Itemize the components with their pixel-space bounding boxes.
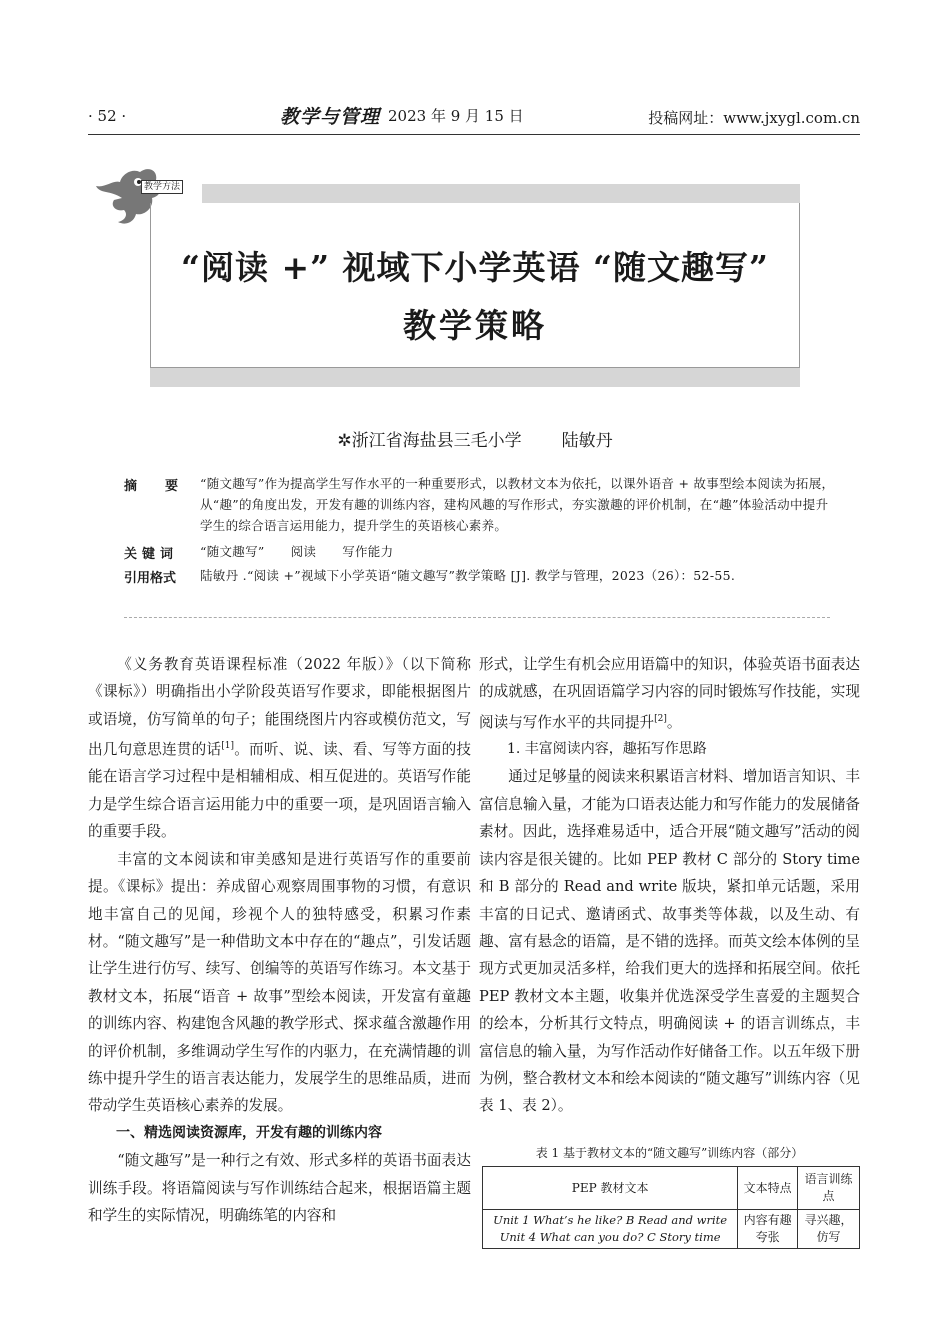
section-tag: 教学方法 [141, 180, 183, 194]
keyword: 阅读 [290, 544, 317, 559]
table-cell-texts [483, 1210, 738, 1249]
section-heading: 一、精选阅读资源库，开发有趣的训练内容 [116, 1124, 382, 1141]
submission-site: 投稿网址：www.jxygl.com.cn [648, 109, 860, 127]
table-cell-point: 寻兴趣，仿写 [798, 1210, 860, 1249]
citation-label: 引用格式 [124, 571, 177, 586]
subsection-heading: 1. 丰富阅读内容，趣拓写作思路 [507, 741, 707, 758]
paragraph [88, 651, 471, 846]
body-column-left [88, 651, 471, 1229]
paragraph-text: 。而听、说、读、看、写等方面的技能在语言学习过程中是相辅相成、相互促进的。英语写作能力是学生综合语言运用能力中的重要一项，是巩固语言输入的重要手段。 [88, 741, 471, 841]
keyword: 写作能力 [342, 544, 394, 559]
keywords-list [200, 541, 840, 562]
table-header-row [483, 1167, 860, 1210]
paragraph-text: 《义务教育英语课程标准（2022 年版）》（以下简称《课标》）明确指出小学阶段英语写作要求，即能根据图片或语境，仿写简单的句子；能围绕图片内容或模仿范文，写出几句意思连贯的话 [88, 656, 471, 759]
paragraph [479, 651, 860, 736]
affiliation: ✲浙江省海盐县三毛小学 [337, 431, 522, 451]
author-line [0, 426, 950, 451]
page-header [88, 100, 860, 134]
table-header: 语言训练点 [798, 1167, 860, 1210]
abstract-text: “随文趣写”作为提高学生写作水平的一种重要形式，以教材文本为依托，以课外语音 + 故事型绘本阅读为拓展，从“趣”的角度出发，开发有趣的训练内容，建构风趣的写作形式，夯实激趣的评价机制，在“趣”体验活动中提升学生的综合语言运用能力，提升学生的英语核心素养。 [200, 476, 835, 533]
paragraph: 通过足够量的阅读来积累语言材料、增加语言知识、丰富信息输入量，才能为口语表达能力和写作能力的发展储备素材。因此，选择难易适中，适合开展“随文趣写”活动的阅读内容是很关键的。比如 PEP 教材 C 部分的 Story time 和 B 部分的 Read and write 版块，紧扣单元话题，采用丰富的日记式、邀请函式、故事类等体裁，以及生动、有趣、富有悬念的语篇，是不错的选择。而英文绘本体例的呈现方式更加灵活多样，给我们更大的选择和拓展空间。依托 PEP 教材文本主题，收集并优选深受学生喜爱的主题契合的绘本，分析其行文特点，明确阅读 + 的语言训练点，丰富信息的输入量，为写作活动作好储备工作。以五年级下册为例，整合教材文本和绘本阅读的“随文趣写”训练内容（见表 1、表 2）。 [479, 768, 860, 1115]
keywords-label: 关键词 [124, 547, 179, 562]
table-header: PEP 教材文本 [483, 1167, 738, 1210]
header-rule [88, 134, 860, 135]
body-column-right [479, 651, 860, 1120]
paragraph: 丰富的文本阅读和审美感知是进行英语写作的重要前提。《课标》提出：养成留心观察周围事物的习惯，有意识地丰富自己的见闻，珍视个人的独特感受，积累习作素材。“随文趣写”是一种借助文本中存在的“趣点”，引发话题让学生进行仿写、续写、创编等的英语写作练习。本文基于教材文本，拓展“语音 + 故事”型绘本阅读，开发富有童趣的训练内容、构建饱含风趣的教学形式、探求蕴含激趣作用的评价机制，多维调动学生写作的内驱力，在充满情趣的训练中提升学生的语言表达能力，发展学生的思维品质，进而带动学生英语核心素养的发展。 [88, 850, 471, 1115]
author-name: 陆敏丹 [561, 431, 613, 451]
issue-date: 2023 年 9 月 15 日 [388, 107, 524, 125]
table-cell-feature: 内容有趣夸张 [738, 1210, 798, 1249]
article-title-line1: “阅读 +” 视域下小学英语 “随文趣写” [180, 248, 770, 287]
book-unit: Unit 1 What’s he like? B Read and write [493, 1213, 728, 1227]
paragraph-text: 。 [666, 713, 682, 731]
paragraph: “随文趣写”是一种行之有效、形式多样的英语书面表达训练手段。将语篇阅读与写作训练结合起来，根据语篇主题和学生的实际情况，明确练笔的内容和 [88, 1152, 471, 1224]
reference-mark: [2] [654, 713, 667, 724]
keyword: “随文趣写” [200, 544, 265, 559]
page-number: · 52 · [88, 107, 127, 125]
table-caption: 表 1 基于教材文本的“随文趣写”训练内容（部分） [535, 1146, 804, 1160]
banner-top-bar [202, 184, 800, 203]
book-unit: Unit 4 What can you do? C Story time [499, 1230, 721, 1244]
table-1 [482, 1166, 860, 1249]
table-row [483, 1210, 860, 1249]
table-header: 文本特点 [738, 1167, 798, 1210]
banner-bottom-bar [150, 368, 800, 387]
reference-mark: [1] [221, 741, 235, 752]
journal-name: 教学与管理 [280, 106, 381, 128]
abstract-divider [124, 617, 830, 618]
abstract-label: 摘要 [124, 479, 207, 494]
citation-text: 陆敏丹 .“阅读 +”视域下小学英语“随文趣写”教学策略 [J]. 教学与管理，2023（26）：52-55. [200, 568, 736, 583]
paragraph-text: 形式，让学生有机会应用语篇中的知识，体验英语书面表达的成就感，在巩固语篇学习内容的同时锻炼写作技能，实现阅读与写作水平的共同提升 [479, 656, 860, 731]
article-title-line2: 教学策略 [403, 306, 547, 345]
